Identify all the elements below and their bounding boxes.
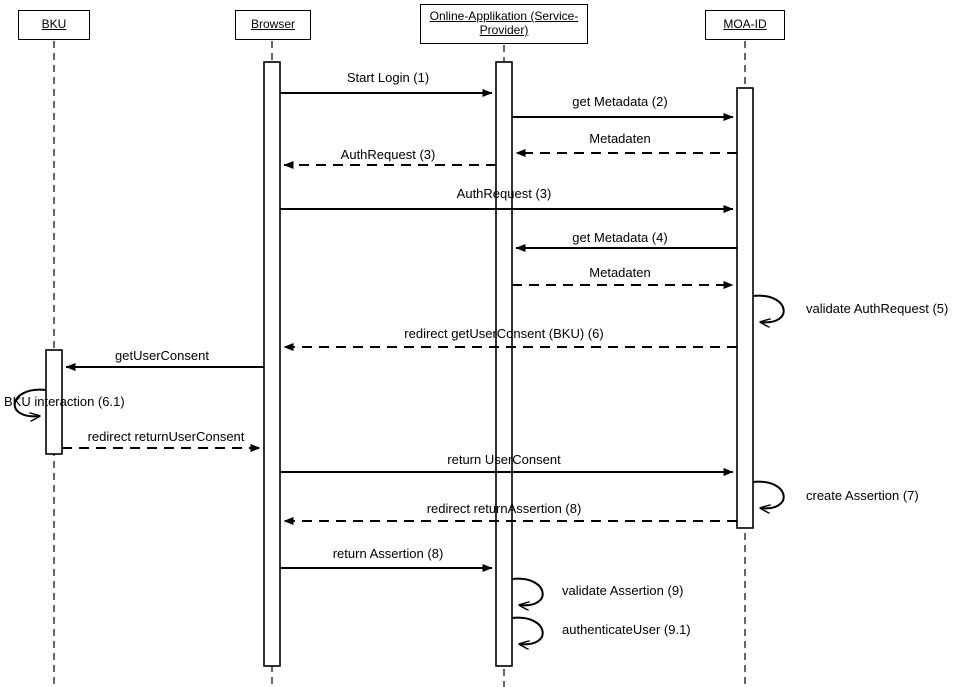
- message-label-start-login: Start Login (1): [346, 70, 430, 85]
- self-message-label-validate-authrequest: validate AuthRequest (5): [806, 301, 949, 316]
- lifeline-label-browser: Browser: [250, 17, 295, 32]
- self-message-s1: [753, 296, 784, 323]
- self-message-label-create-assertion: create Assertion (7): [806, 488, 919, 503]
- lifeline-header-moa-id[interactable]: [705, 10, 785, 40]
- self-message-s2: [753, 482, 784, 509]
- message-label-get-metadata-2: get Metadata (2): [572, 94, 668, 109]
- lifeline-label-service-provider: Online-Applikation (Service-Provider): [429, 9, 579, 37]
- message-label-return-userconsent: return UserConsent: [447, 452, 561, 467]
- message-label-redirect-getuserconsent: redirect getUserConsent (BKU) (6): [404, 326, 604, 341]
- message-label-getuserconsent: getUserConsent: [115, 348, 209, 363]
- self-message-label-validate-assertion: validate Assertion (9): [562, 583, 684, 598]
- message-label-get-metadata-4: get Metadata (4): [572, 230, 668, 245]
- messages: [62, 93, 737, 568]
- self-message-s4: [512, 618, 543, 645]
- lifeline-label-bku: BKU: [41, 17, 67, 32]
- message-label-redirect-returnassertion: redirect returnAssertion (8): [426, 501, 582, 516]
- message-label-redirect-returnuserconsent: redirect returnUserConsent: [87, 429, 245, 444]
- message-label-authrequest-3a: AuthRequest (3): [340, 147, 436, 162]
- message-label-metadaten-2: Metadaten: [589, 265, 651, 280]
- message-label-authrequest-3b: AuthRequest (3): [456, 186, 552, 201]
- message-label-return-assertion: return Assertion (8): [332, 546, 444, 561]
- lifeline-header-bku[interactable]: [18, 10, 90, 40]
- lifeline-label-moa-id: MOA-ID: [723, 17, 767, 32]
- message-label-metadaten-1: Metadaten: [589, 131, 651, 146]
- lifeline-header-service-provider[interactable]: [420, 4, 588, 44]
- self-message-s3: [512, 579, 543, 606]
- lifeline-header-browser[interactable]: [235, 10, 311, 40]
- self-message-label-authenticateuser: authenticateUser (9.1): [562, 622, 691, 637]
- self-message-label-bku-interaction: BKU interaction (6.1): [4, 394, 125, 409]
